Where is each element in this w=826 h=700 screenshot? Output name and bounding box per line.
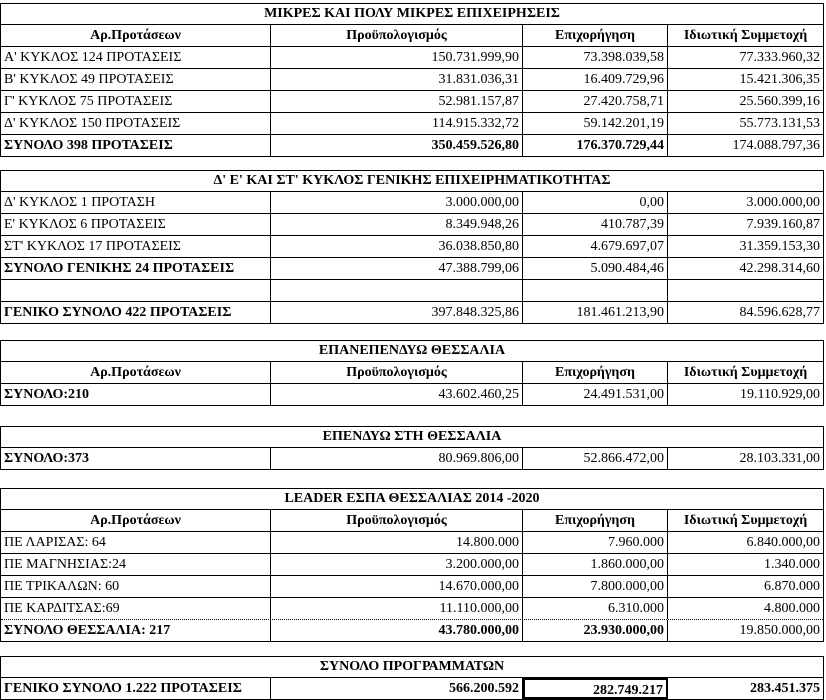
row-label: ΠΕ ΚΑΡΔΙΤΣΑΣ:69 [1, 598, 271, 619]
row-label: ΠΕ ΜΑΓΝΗΣΙΑΣ:24 [1, 554, 271, 575]
private-cell: 6.840.000,00 [746, 535, 820, 550]
grand-total-private: 283.451.375 [750, 681, 820, 696]
total-grant: 5.090.484,46 [523, 258, 668, 279]
total-budget: 350.459.526,80 [271, 135, 523, 156]
private-cell: 15.421.306,35 [739, 72, 820, 87]
programs-section [0, 656, 824, 700]
row-label: Α' ΚΥΚΛΟΣ 124 ΠΡΟΤΑΣΕΙΣ [1, 47, 271, 68]
total-label: ΣΥΝΟΛΟ:210 [1, 384, 271, 405]
grand-total-grant: 181.461.213,90 [523, 302, 668, 323]
total-grant: 52.866.472,00 [523, 448, 668, 469]
budget-cell: 3.000.000,00 [271, 192, 523, 213]
header-row [1, 362, 823, 384]
budget-cell: 36.038.850,80 [271, 236, 523, 257]
grant-cell: 410.787,39 [523, 214, 668, 235]
header-row [1, 25, 823, 47]
table-row [1, 192, 823, 214]
grand-total-private: 84.596.628,77 [739, 305, 820, 320]
grand-total-budget: 397.848.325,86 [271, 302, 523, 323]
col-header-private: Ιδιωτική Συμμετοχή [683, 365, 808, 380]
private-cell: 25.560.399,16 [739, 94, 820, 109]
row-label: Ε' ΚΥΚΛΟΣ 6 ΠΡΟΤΑΣΕΙΣ [1, 214, 271, 235]
grand-total-label: ΓΕΝΙΚΟ ΣΥΝΟΛΟ 422 ΠΡΟΤΑΣΕΙΣ [1, 302, 271, 323]
table-row [1, 236, 823, 258]
budget-cell: 150.731.999,90 [271, 47, 523, 68]
total-label: ΣΥΝΟΛΟ ΘΕΣΣΑΛΙΑ: 217 [1, 620, 271, 641]
grant-cell: 73.398.039,58 [523, 47, 668, 68]
budget-cell: 3.200.000,00 [271, 554, 523, 575]
col-header-proposals: Αρ.Προτάσεων [1, 362, 271, 383]
grant-cell: 6.310.000 [523, 598, 668, 619]
grand-total-label: ΓΕΝΙΚΟ ΣΥΝΟΛΟ 1.222 ΠΡΟΤΑΣΕΙΣ [1, 678, 271, 699]
empty-cell [523, 280, 668, 301]
row-label: ΠΕ ΛΑΡΙΣΑΣ: 64 [1, 532, 271, 553]
section-title: ΣΥΝΟΛΟ ΠΡΟΓΡΑΜΜΑΤΩΝ [1, 657, 823, 678]
budget-cell: 11.110.000,00 [271, 598, 523, 619]
total-grant: 24.491.531,00 [523, 384, 668, 405]
table-row [1, 113, 823, 135]
grant-cell: 7.800.000,00 [523, 576, 668, 597]
grand-total-row [1, 302, 823, 323]
total-private: 19.110.929,00 [740, 387, 820, 402]
budget-cell: 31.831.036,31 [271, 69, 523, 90]
row-label: Δ' ΚΥΚΛΟΣ 1 ΠΡΟΤΑΣΗ [1, 192, 271, 213]
row-label: Δ' ΚΥΚΛΟΣ 150 ΠΡΟΤΑΣΕΙΣ [1, 113, 271, 134]
grant-cell: 4.679.697,07 [523, 236, 668, 257]
col-header-grant: Επιχορήγηση [523, 362, 668, 383]
section-title: ΕΠΕΝΔΥΩ ΣΤΗ ΘΕΣΣΑΛΙΑ [1, 427, 823, 448]
table-row [1, 554, 823, 576]
private-cell: 4.800.000 [764, 601, 820, 616]
leader-section [0, 488, 824, 642]
grant-cell: 0,00 [523, 192, 668, 213]
grant-cell: 1.860.000,00 [523, 554, 668, 575]
grant-cell: 7.960.000 [523, 532, 668, 553]
total-row [1, 384, 823, 405]
table-row [1, 91, 823, 113]
budget-cell: 14.800.000 [271, 532, 523, 553]
total-row [1, 448, 823, 469]
table-row [1, 69, 823, 91]
budget-cell: 8.349.948,26 [271, 214, 523, 235]
total-grant: 23.930.000,00 [523, 620, 668, 641]
total-budget: 43.780.000,00 [271, 620, 523, 641]
empty-cell [1, 280, 271, 301]
grant-cell: 16.409.729,96 [523, 69, 668, 90]
row-label: Β' ΚΥΚΛΟΣ 49 ΠΡΟΤΑΣΕΙΣ [1, 69, 271, 90]
col-header-budget: Προϋπολογισμός [271, 510, 523, 531]
section-title: Δ' Ε' ΚΑΙ ΣΤ' ΚΥΚΛΟΣ ΓΕΝΙΚΗΣ ΕΠΙΧΕΙΡΗΜΑΤΙΚΟΤΗΤΑΣ [1, 171, 823, 192]
grand-total-grant: 282.749.217 [523, 678, 668, 699]
reinvest-section [0, 340, 824, 406]
table-row [1, 214, 823, 236]
total-label: ΣΥΝΟΛΟ ΓΕΝΙΚΗΣ 24 ΠΡΟΤΑΣΕΙΣ [1, 258, 271, 279]
private-cell: 7.939.160,87 [746, 217, 820, 232]
col-header-budget: Προϋπολογισμός [271, 25, 523, 46]
spacer-row [1, 280, 823, 302]
empty-cell [668, 280, 823, 301]
grant-cell: 27.420.758,71 [523, 91, 668, 112]
total-row [1, 620, 823, 641]
empty-cell [271, 280, 523, 301]
general-section [0, 170, 824, 324]
total-row [1, 135, 823, 156]
col-header-grant: Επιχορήγηση [523, 510, 668, 531]
total-budget: 47.388.799,06 [271, 258, 523, 279]
private-cell: 77.333.960,32 [739, 50, 820, 65]
budget-cell: 114.915.332,72 [271, 113, 523, 134]
header-row [1, 510, 823, 532]
total-private: 42.298.314,60 [739, 261, 820, 276]
section-title: ΕΠΑΝΕΠΕΝΔΥΩ ΘΕΣΣΑΛΙΑ [1, 341, 823, 362]
row-label: ΠΕ ΤΡΙΚΑΛΩΝ: 60 [1, 576, 271, 597]
row-label: ΣΤ' ΚΥΚΛΟΣ 17 ΠΡΟΤΑΣΕΙΣ [1, 236, 271, 257]
invest-section [0, 426, 824, 470]
col-header-private: Ιδιωτική Συμμετοχή [683, 513, 808, 528]
grand-total-budget: 566.200.592 [271, 678, 523, 699]
col-header-proposals: Αρ.Προτάσεων [1, 510, 271, 531]
total-private: 28.103.331,00 [739, 451, 820, 466]
total-label: ΣΥΝΟΛΟ:373 [1, 448, 271, 469]
grant-cell: 59.142.201,19 [523, 113, 668, 134]
col-header-budget: Προϋπολογισμός [271, 362, 523, 383]
budget-cell: 52.981.157,87 [271, 91, 523, 112]
total-row [1, 258, 823, 280]
col-header-proposals: Αρ.Προτάσεων [1, 25, 271, 46]
table-row [1, 47, 823, 69]
small-business-section [0, 3, 824, 157]
table-row [1, 598, 823, 620]
grand-total-row [1, 678, 823, 699]
private-cell: 31.359.153,30 [739, 239, 820, 254]
col-header-private: Ιδιωτική Συμμετοχή [683, 28, 808, 43]
section-title: ΜΙΚΡΕΣ ΚΑΙ ΠΟΛΥ ΜΙΚΡΕΣ ΕΠΙΧΕΙΡΗΣΕΙΣ [1, 4, 823, 25]
budget-cell: 14.670.000,00 [271, 576, 523, 597]
total-private: 174.088.797,36 [732, 138, 820, 153]
total-label: ΣΥΝΟΛΟ 398 ΠΡΟΤΑΣΕΙΣ [1, 135, 271, 156]
table-row [1, 576, 823, 598]
private-cell: 1.340.000 [764, 557, 820, 572]
total-grant: 176.370.729,44 [523, 135, 668, 156]
total-budget: 80.969.806,00 [271, 448, 523, 469]
table-row [1, 532, 823, 554]
row-label: Γ' ΚΥΚΛΟΣ 75 ΠΡΟΤΑΣΕΙΣ [1, 91, 271, 112]
total-budget: 43.602.460,25 [271, 384, 523, 405]
col-header-grant: Επιχορήγηση [523, 25, 668, 46]
private-cell: 6.870.000 [764, 579, 820, 594]
section-title: LEADER ΕΣΠΑ ΘΕΣΣΑΛΙΑΣ 2014 -2020 [1, 489, 823, 510]
private-cell: 55.773.131,53 [739, 116, 820, 131]
total-private: 19.850.000,00 [739, 623, 820, 638]
private-cell: 3.000.000,00 [746, 195, 820, 210]
